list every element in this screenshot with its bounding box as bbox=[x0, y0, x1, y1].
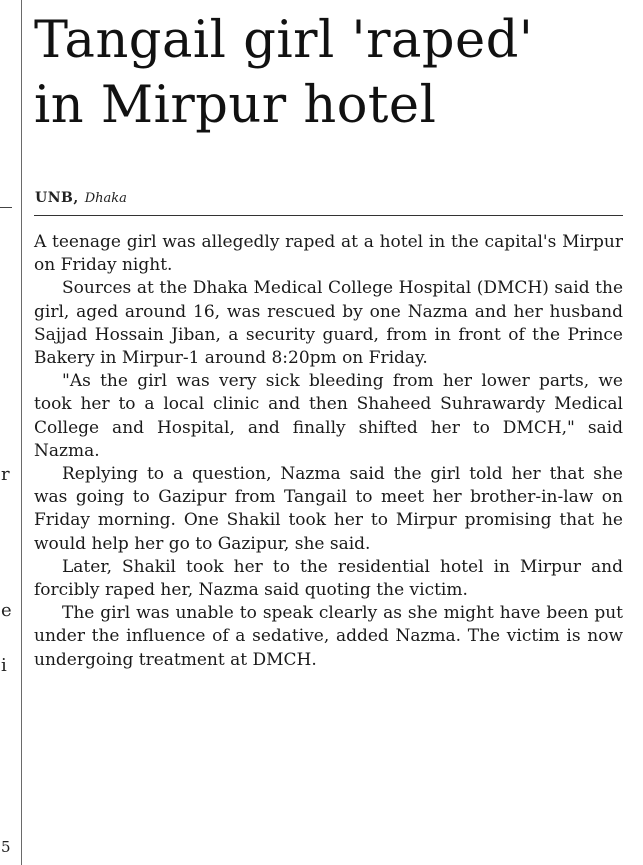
article-paragraph: Sources at the Dhaka Medical College Hospital (DMCH) said the girl, aged around 16, was rescued by one Nazma and her husband Sajjad Hossain Jiban, a security guard, from in front of the Prince Bakery in Mirpur-1 around 8:20pm on Friday. bbox=[34, 278, 623, 369]
article-paragraph: A teenage girl was allegedly raped at a hotel in the capital's Mirpur on Friday night. bbox=[34, 232, 623, 276]
gutter-text-fragment: e bbox=[1, 600, 12, 621]
byline-dateline: Dhaka bbox=[84, 191, 127, 206]
byline-divider bbox=[34, 215, 623, 216]
column-divider-rule bbox=[21, 0, 22, 865]
gutter-text-fragment: r bbox=[1, 464, 10, 485]
byline bbox=[35, 190, 127, 206]
gutter-text-fragment: i bbox=[1, 655, 7, 676]
article-paragraph: Later, Shakil took her to the residential hotel in Mirpur and forcibly raped her, Nazma said quoting the victim. bbox=[34, 556, 623, 601]
byline-agency: UNB, bbox=[35, 190, 79, 206]
article-headline bbox=[34, 8, 634, 138]
article-paragraph: The girl was unable to speak clearly as she might have been put under the influence of a sedative, added Nazma. The victim is now undergoing treatment at DMCH. bbox=[34, 603, 623, 670]
article-paragraph: Replying to a question, Nazma said the girl told her that she was going to Gazipur from Tangail to meet her brother-in-law on Friday morning. One Shakil took her to Mirpur promising that he would help her go to Gazipur, she said. bbox=[34, 464, 623, 554]
gutter-tick-mark bbox=[0, 207, 12, 208]
headline-line-1: Tangail girl 'raped' bbox=[34, 11, 534, 70]
article-paragraph: "As the girl was very sick bleeding from her lower parts, we took her to a local clinic and then Shaheed Suhrawardy Medical College and Hospital, and finally shifted her to DMCH," said Nazma. bbox=[34, 371, 623, 461]
article-body bbox=[34, 231, 623, 672]
headline-line-2: in Mirpur hotel bbox=[34, 76, 437, 135]
gutter-text-fragment: 5 bbox=[1, 838, 11, 856]
